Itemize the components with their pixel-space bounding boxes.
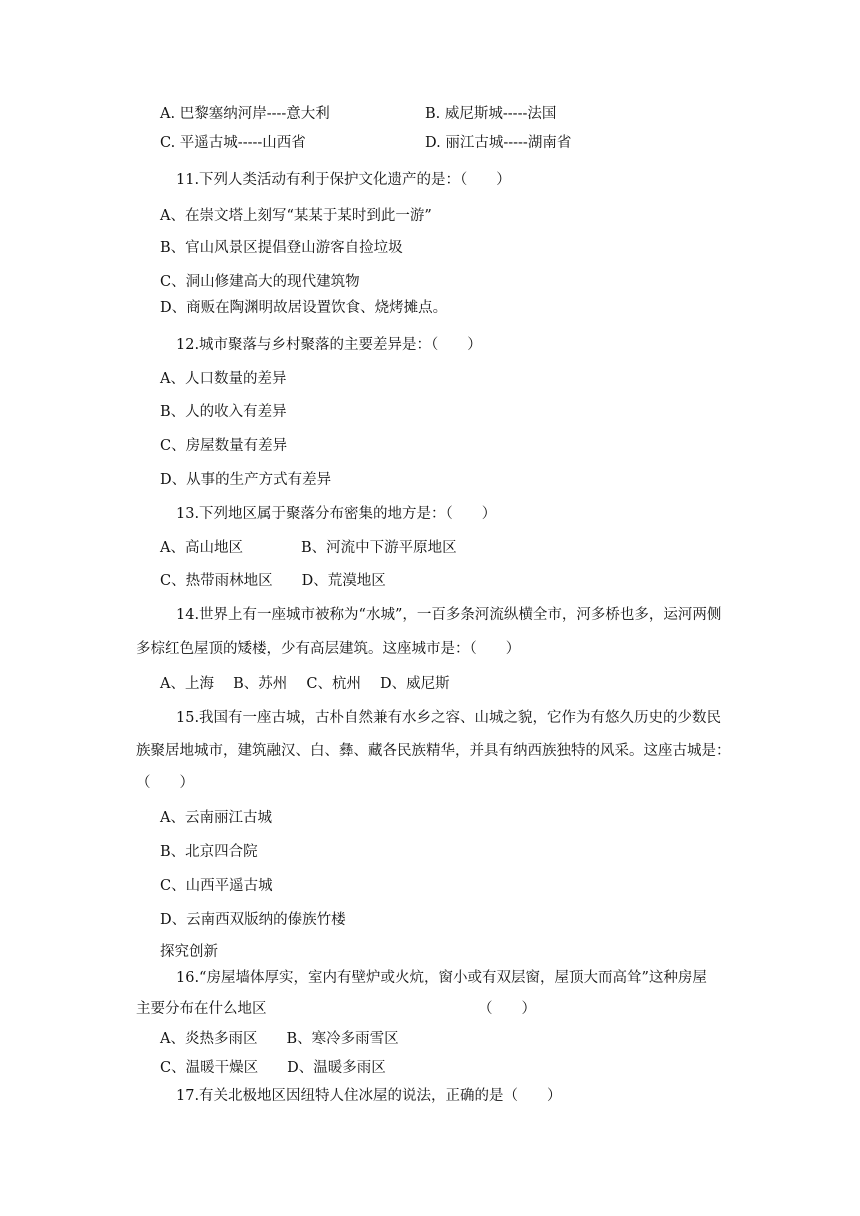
q12-option-b: B、人的收入有差异 (160, 404, 287, 420)
q11-option-d: D、商贩在陶渊明故居设置饮食、烧烤摊点。 (160, 300, 448, 316)
q12-stem: 12.城市聚落与乡村聚落的主要差异是：（ ） (176, 337, 482, 353)
q17-stem: 17.有关北极地区因纽特人住冰屋的说法，正确的是（ ） (176, 1088, 562, 1104)
q13-options-row1: A、高山地区 B、河流中下游平原地区 (160, 540, 457, 556)
q12-option-a: A、人口数量的差异 (160, 371, 287, 387)
q16-stem-line2: 主要分布在什么地区 (136, 1001, 267, 1017)
q16-answer-paren: （ ） (478, 1001, 536, 1017)
q11-option-a: A、在崇文塔上刻写“某某于某时到此一游” (160, 208, 432, 224)
q16-options-row2: C、温暖干燥区 D、温暖多雨区 (160, 1060, 386, 1076)
q10-option-c: C. 平遥古城-----山西省 (160, 135, 306, 151)
q14-stem-line2: 多棕红色屋顶的矮楼，少有高层建筑。这座城市是：（ ） (136, 641, 521, 657)
section-title: 探究创新 (160, 944, 218, 960)
q13-options-row2: C、热带雨林地区 D、荒漠地区 (160, 573, 386, 589)
q10-option-d: D. 丽江古城-----湖南省 (425, 135, 572, 151)
q12-option-d: D、从事的生产方式有差异 (160, 472, 332, 488)
q11-option-c: C、洞山修建高大的现代建筑物 (160, 274, 360, 290)
q15-stem-line1: 15.我国有一座古城，古朴自然兼有水乡之容、山城之貌，它作为有悠久历史的少数民 (176, 710, 722, 726)
q16-options-row1: A、炎热多雨区 B、寒冷多雨雪区 (160, 1031, 399, 1047)
q13-stem: 13.下列地区属于聚落分布密集的地方是：（ ） (176, 506, 497, 522)
q15-option-c: C、山西平遥古城 (160, 878, 273, 894)
q15-option-b: B、北京四合院 (160, 844, 258, 860)
q11-stem: 11.下列人类活动有利于保护文化遗产的是：（ ） (176, 172, 511, 188)
q16-stem-line1: 16.“房屋墙体厚实，室内有壁炉或火炕，窗小或有双层窗，屋顶大而高耸”这种房屋 (176, 970, 707, 986)
q15-option-a: A、云南丽江古城 (160, 810, 272, 826)
q14-stem-line1: 14.世界上有一座城市被称为“水城”，一百多条河流纵横全市，河多桥也多，运河两侧 (176, 607, 722, 623)
q10-option-a: A. 巴黎塞纳河岸----意大利 (160, 106, 330, 122)
q15-stem-line2: 族聚居地城市，建筑融汉、白、彝、藏各民族精华，并具有纳西族独特的风采。这座古城是： (136, 743, 731, 759)
q15-option-d: D、云南西双版纳的傣族竹楼 (160, 912, 346, 928)
q12-option-c: C、房屋数量有差异 (160, 438, 288, 454)
q14-options: A、上海 B、苏州 C、杭州 D、威尼斯 (160, 676, 450, 692)
q11-option-b: B、官山风景区提倡登山游客自捡垃圾 (160, 240, 403, 256)
q10-option-b: B. 威尼斯城-----法国 (425, 106, 557, 122)
q15-stem-line3: （ ） (136, 775, 194, 791)
